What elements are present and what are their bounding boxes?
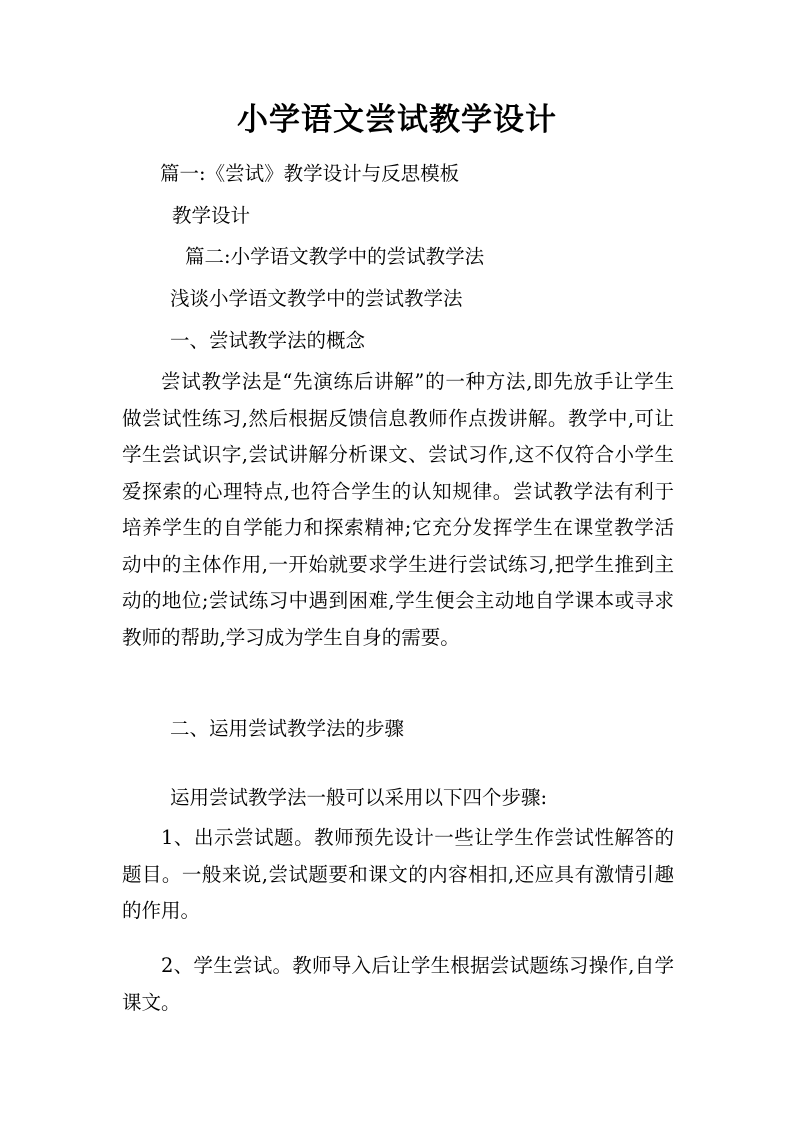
heading-part-one: 篇一:《尝试》教学设计与反思模板	[160, 162, 460, 185]
section-two-intro: 运用尝试教学法一般可以采用以下四个步骤:	[170, 786, 548, 809]
article-title: 浅谈小学语文教学中的尝试教学法	[170, 287, 463, 310]
section-one-body: 尝试教学法是“先演练后讲解”的一种方法,即先放手让学生做尝试性练习,然后根据反馈信息教师作点拨讲解。教学中,可让学生尝试识字,尝试讲解分析课文、尝试习作,这不仅符合小学生爱探索的心理特点,也符合学生的认知规律。尝试教学法有利于培养学生的自学能力和探索精神;它充分发挥学生在课堂教学活动中的主体作用,一开始就要求学生进行尝试练习,把学生推到主动的地位;尝试练习中遇到困难,学生便会主动地自学课本或寻求教师的帮助,学习成为学生自身的需要。	[122, 370, 674, 649]
section-one-title: 一、尝试教学法的概念	[170, 329, 366, 352]
step-one-paragraph: 1、出示尝试题。教师预先设计一些让学生作尝试性解答的题目。一般来说,尝试题要和课文的内容相扣,还应具有激情引趣的作用。	[122, 826, 674, 922]
section-two-title: 二、运用尝试教学法的步骤	[170, 717, 405, 740]
heading-part-two: 篇二:小学语文教学中的尝试教学法	[185, 245, 485, 268]
subheading-teaching-design: 教学设计	[172, 204, 251, 227]
document-title: 小学语文尝试教学设计	[237, 102, 557, 138]
step-two-paragraph: 2、学生尝试。教师导入后让学生根据尝试题练习操作,自学课文。	[122, 954, 674, 1014]
